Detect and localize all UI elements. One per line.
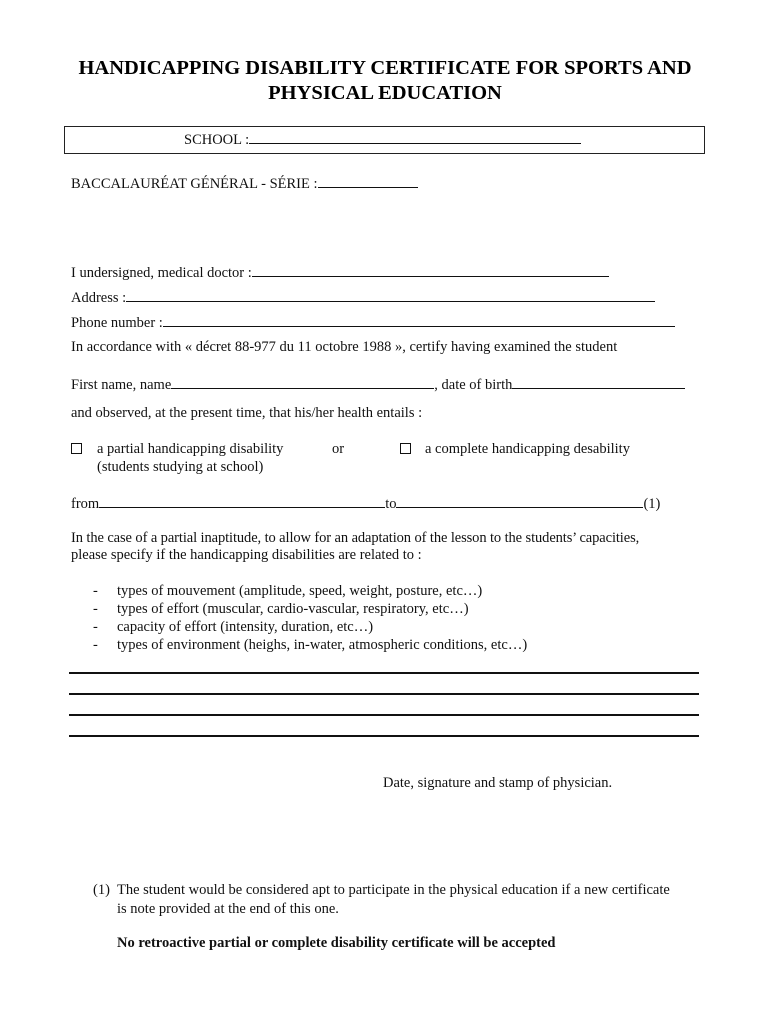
firstname-label: First name, name xyxy=(71,377,172,393)
title-line-1: HANDICAPPING DISABILITY CERTIFICATE FOR SPORTS AND xyxy=(78,57,692,79)
student-row xyxy=(71,375,685,394)
list-dash: - xyxy=(93,619,98,635)
firstname-field[interactable] xyxy=(171,375,434,389)
address-label: Address : xyxy=(71,290,127,306)
period-row xyxy=(71,494,660,513)
notice-text: No retroactive partial or complete disability certificate will be accepted xyxy=(117,935,556,951)
address-field[interactable] xyxy=(126,288,655,302)
from-field[interactable] xyxy=(99,494,385,508)
to-label: to xyxy=(385,496,397,512)
writing-line-2[interactable] xyxy=(69,693,699,695)
signature-label: Date, signature and stamp of physician. xyxy=(383,775,613,791)
list-item: types of effort (muscular, cardio-vascular, respiratory, etc…) xyxy=(117,601,469,617)
phone-label: Phone number : xyxy=(71,315,163,331)
doctor-field[interactable] xyxy=(252,263,609,277)
school-field[interactable] xyxy=(249,130,581,144)
observed-text: and observed, at the present time, that his/her health entails : xyxy=(71,405,423,421)
list-item: types of mouvement (amplitude, speed, weight, posture, etc…) xyxy=(117,583,483,599)
footnote-line2: is note provided at the end of this one. xyxy=(117,901,339,917)
list-item: types of environment (heighs, in-water, atmospheric conditions, etc…) xyxy=(117,637,528,653)
inaptitude-line1: In the case of a partial inaptitude, to allow for an adaptation of the lesson to the students’ capacities, xyxy=(71,530,640,546)
doctor-row xyxy=(71,263,609,282)
school-label: SCHOOL : xyxy=(184,132,250,148)
partial-option-line1: a partial handicapping disability xyxy=(97,441,284,457)
list-dash: - xyxy=(93,601,98,617)
to-field[interactable] xyxy=(396,494,643,508)
list-dash: - xyxy=(93,583,98,599)
writing-line-3[interactable] xyxy=(69,714,699,716)
from-label: from xyxy=(71,496,100,512)
writing-line-1[interactable] xyxy=(69,672,699,674)
partial-disability-checkbox[interactable] xyxy=(71,443,82,454)
inaptitude-line2: please specify if the handicapping disabilities are related to : xyxy=(71,547,422,563)
complete-option-label: a complete handicapping desability xyxy=(425,441,630,457)
dob-label: , date of birth xyxy=(434,377,513,393)
dob-field[interactable] xyxy=(512,375,685,389)
title-line-2: PHYSICAL EDUCATION xyxy=(268,82,502,104)
writing-line-4[interactable] xyxy=(69,735,699,737)
bac-row xyxy=(71,174,418,193)
phone-field[interactable] xyxy=(163,313,675,327)
footnote-number: (1) xyxy=(93,882,110,898)
document-title xyxy=(40,56,730,106)
school-row xyxy=(184,130,581,149)
bac-label: BACCALAURÉAT GÉNÉRAL - SÉRIE : xyxy=(71,176,318,192)
or-text: or xyxy=(332,441,345,457)
list-item: capacity of effort (intensity, duration, etc…) xyxy=(117,619,374,635)
complete-disability-checkbox[interactable] xyxy=(400,443,411,454)
partial-option-line2: (students studying at school) xyxy=(97,459,264,475)
address-row xyxy=(71,288,655,307)
accordance-text: In accordance with « décret 88-977 du 11 octobre 1988 », certify having examined the student xyxy=(71,339,618,355)
bac-serie-field[interactable] xyxy=(318,174,418,188)
footnote-ref: (1) xyxy=(643,496,661,512)
phone-row xyxy=(71,313,675,332)
list-dash: - xyxy=(93,637,98,653)
doctor-label: I undersigned, medical doctor : xyxy=(71,265,252,281)
footnote-line1: The student would be considered apt to participate in the physical education if a new certificate xyxy=(117,882,670,898)
